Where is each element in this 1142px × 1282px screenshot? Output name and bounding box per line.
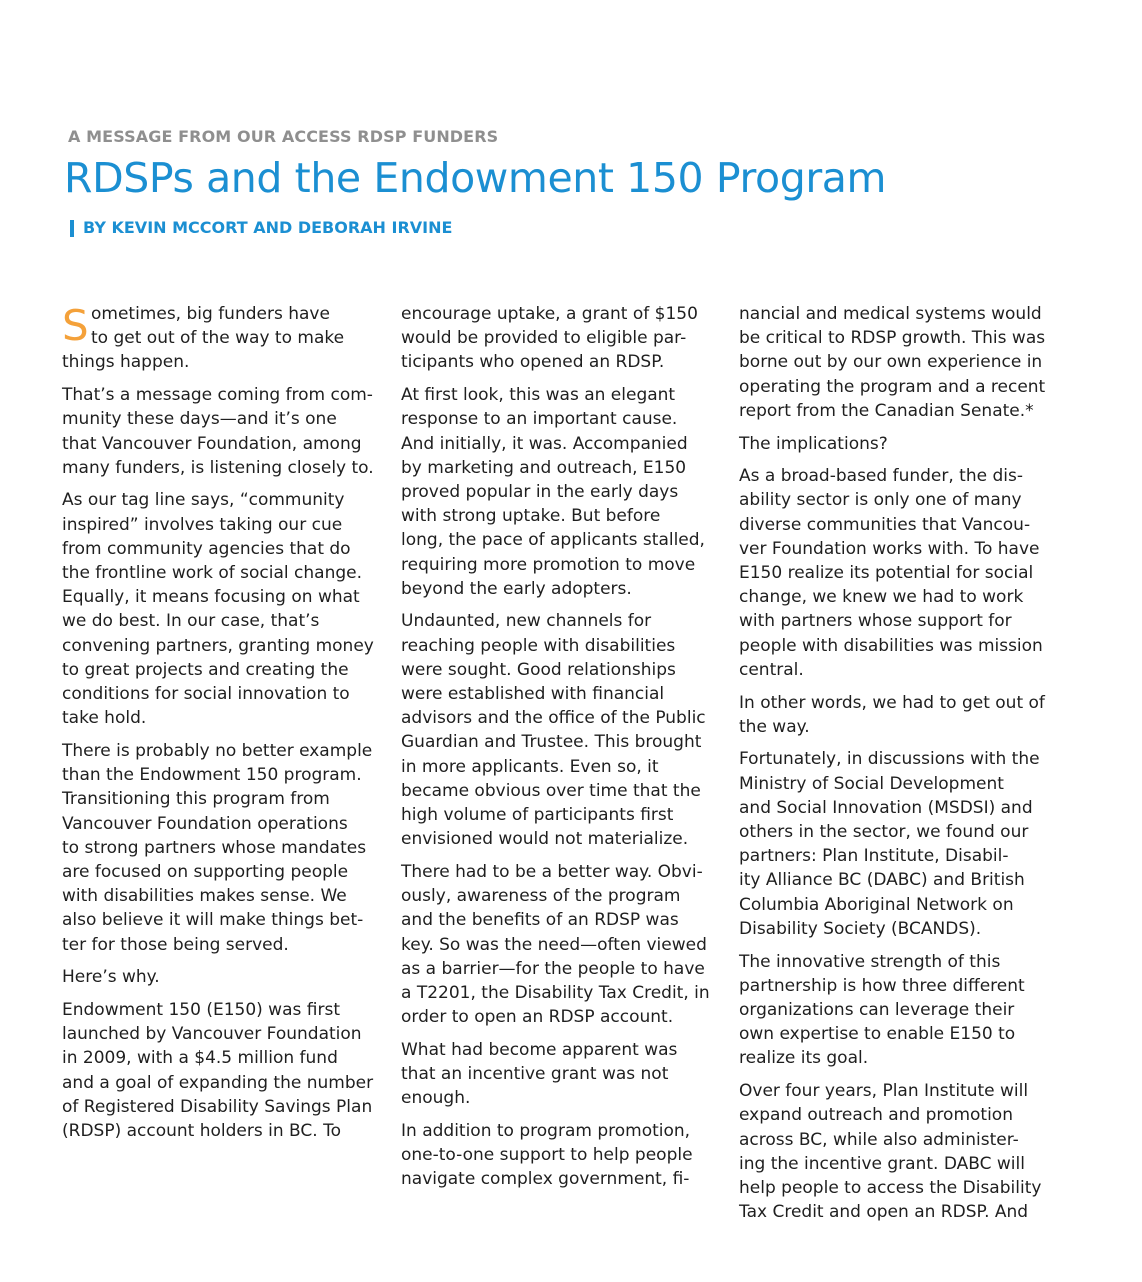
text-line: people with disabilities was mission <box>739 635 1043 656</box>
text-line: Disability Society (BCANDS). <box>739 918 982 939</box>
text-line: help people to access the Disability <box>739 1177 1042 1198</box>
text-line: launched by Vancouver Foundation <box>62 1024 362 1045</box>
text-line: of Registered Disability Savings Plan <box>62 1096 373 1117</box>
text-line: The implications? <box>739 433 888 454</box>
text-line: In addition to program promotion, <box>401 1121 691 1141</box>
text-line: report from the Canadian Senate.* <box>739 400 1034 421</box>
text-line: that Vancouver Foundation, among <box>62 433 362 454</box>
byline-accent-bar <box>70 220 74 237</box>
text-line: Tax Credit and open an RDSP. And <box>739 1202 1029 1223</box>
text-line: and Social Innovation (MSDSI) and <box>739 797 1033 818</box>
text-line: Endowment 150 (E150) was first <box>62 999 340 1020</box>
article-column-2 <box>401 302 711 1200</box>
text-line: As our tag line says, “community <box>62 490 345 511</box>
text-line: order to open an RDSP account. <box>401 1007 674 1028</box>
paragraph <box>739 432 1059 456</box>
drop-cap: S <box>62 301 89 350</box>
text-line: Ministry of Social Development <box>739 773 1004 794</box>
text-line: a T2201, the Disability Tax Credit, in <box>401 982 710 1003</box>
text-line: As a broad-based funder, the dis- <box>739 466 1023 487</box>
text-line: And initially, it was. Accompanied <box>401 433 688 454</box>
text-line: in 2009, with a $4.5 million fund <box>62 1048 338 1069</box>
paragraph <box>739 1079 1059 1224</box>
text-line: There had to be a better way. Obvi- <box>401 861 703 882</box>
text-line: What had become apparent was <box>401 1039 678 1060</box>
text-line: many funders, is listening closely to. <box>62 457 374 478</box>
text-line: from community agencies that do <box>62 538 351 559</box>
text-line: operating the program and a recent <box>739 376 1046 397</box>
text-line: Vancouver Foundation operations <box>62 813 348 834</box>
text-line: inspired” involves taking our cue <box>62 514 343 535</box>
paragraph <box>401 302 711 375</box>
text-line: Equally, it means focusing on what <box>62 587 360 608</box>
text-line: with strong uptake. But before <box>401 506 661 527</box>
paragraph <box>62 383 372 480</box>
text-line: envisioned would not materialize. <box>401 829 689 850</box>
text-line: became obvious over time that the <box>401 780 701 801</box>
text-line: would be provided to eligible par- <box>401 328 687 349</box>
paragraph <box>62 488 372 730</box>
text-line: nancial and medical systems would <box>739 304 1042 324</box>
text-line: were established with financial <box>401 684 665 705</box>
text-line: munity these days—and it’s one <box>62 409 337 430</box>
text-line: requiring more promotion to move <box>401 554 696 575</box>
paragraph <box>401 860 711 1029</box>
text-line: things happen. <box>62 352 190 373</box>
text-line: be critical to RDSP growth. This was <box>739 328 1046 349</box>
text-line: navigate complex government, fi- <box>401 1169 690 1190</box>
text-line: organizations can leverage their <box>739 999 1015 1020</box>
text-line: Here’s why. <box>62 967 160 988</box>
text-line: ometimes, big funders have <box>91 304 330 324</box>
paragraph <box>739 691 1059 739</box>
text-line: conditions for social innovation to <box>62 684 350 705</box>
text-line: we do best. In our case, that’s <box>62 611 320 632</box>
text-line: that an incentive grant was not <box>401 1064 669 1085</box>
text-line: long, the pace of applicants stalled, <box>401 530 705 551</box>
text-line: At first look, this was an elegant <box>401 385 676 406</box>
text-line: advisors and the office of the Public <box>401 708 706 729</box>
text-line: expand outreach and promotion <box>739 1105 1013 1126</box>
text-line: partnership is how three different <box>739 975 1025 996</box>
text-line: also believe it will make things bet- <box>62 910 364 931</box>
text-line: Undaunted, new channels for <box>401 611 652 632</box>
text-line: encourage uptake, a grant of $150 <box>401 304 698 324</box>
text-line: There is probably no better example <box>62 740 373 761</box>
paragraph <box>739 950 1059 1071</box>
paragraph <box>401 1038 711 1111</box>
text-line: and a goal of expanding the number <box>62 1072 374 1093</box>
paragraph <box>401 1119 711 1192</box>
paragraph <box>401 609 711 851</box>
text-line: in more applicants. Even so, it <box>401 756 659 777</box>
text-line: take hold. <box>62 708 147 729</box>
text-line: high volume of participants first <box>401 805 674 826</box>
paragraph <box>739 747 1059 941</box>
text-line: E150 realize its potential for social <box>739 563 1034 584</box>
text-line: diverse communities that Vancou- <box>739 514 1031 535</box>
article-title: RDSPs and the Endowment 150 Program <box>64 154 887 202</box>
text-line: Guardian and Trustee. This brought <box>401 732 702 753</box>
text-line: are focused on supporting people <box>62 861 349 882</box>
text-line: one-to-one support to help people <box>401 1145 693 1166</box>
text-line: own expertise to enable E150 to <box>739 1024 1016 1045</box>
paragraph <box>401 383 711 601</box>
text-line: key. So was the need—often viewed <box>401 934 707 955</box>
text-line: Over four years, Plan Institute will <box>739 1081 1029 1102</box>
text-line: and the benefits of an RDSP was <box>401 910 679 931</box>
text-line: the way. <box>739 716 810 737</box>
text-line: change, we knew we had to work <box>739 587 1024 608</box>
text-line: ticipants who opened an RDSP. <box>401 352 665 373</box>
paragraph <box>62 965 372 989</box>
text-line: (RDSP) account holders in BC. To <box>62 1121 341 1141</box>
paragraph <box>739 464 1059 682</box>
text-line: central. <box>739 659 804 680</box>
text-line: proved popular in the early days <box>401 481 679 502</box>
text-line: In other words, we had to get out of <box>739 692 1045 713</box>
paragraph <box>62 739 372 957</box>
text-line: across BC, while also administer- <box>739 1129 1019 1150</box>
text-line: by marketing and outreach, E150 <box>401 457 687 478</box>
text-line: to strong partners whose mandates <box>62 837 367 858</box>
text-line: partners: Plan Institute, Disabil- <box>739 846 1009 867</box>
text-line: Transitioning this program from <box>62 789 330 810</box>
text-line: convening partners, granting money <box>62 635 374 656</box>
text-line: as a barrier—for the people to have <box>401 958 705 979</box>
text-line: with disabilities makes sense. We <box>62 886 347 907</box>
text-line: were sought. Good relationships <box>401 659 676 680</box>
paragraph <box>62 302 372 375</box>
text-line: enough. <box>401 1088 471 1109</box>
article-column-1 <box>62 302 372 1152</box>
text-line: to great projects and creating the <box>62 659 349 680</box>
text-line: beyond the early adopters. <box>401 578 632 599</box>
section-kicker: A MESSAGE FROM OUR ACCESS RDSP FUNDERS <box>68 127 499 146</box>
text-line: response to an important cause. <box>401 409 678 430</box>
text-line: The innovative strength of this <box>739 951 1001 972</box>
text-line: others in the sector, we found our <box>739 822 1029 843</box>
text-line: That’s a message coming from com- <box>62 385 373 406</box>
article-byline: BY KEVIN MCCORT AND DEBORAH IRVINE <box>83 218 453 237</box>
text-line: to get out of the way to make <box>91 328 345 349</box>
text-line: reaching people with disabilities <box>401 635 676 656</box>
paragraph <box>62 998 372 1143</box>
article-column-3 <box>739 302 1059 1233</box>
text-line: than the Endowment 150 program. <box>62 765 362 786</box>
text-line: ter for those being served. <box>62 934 289 955</box>
paragraph <box>739 302 1059 423</box>
text-line: ously, awareness of the program <box>401 886 681 907</box>
text-line: with partners whose support for <box>739 611 1012 632</box>
text-line: borne out by our own experience in <box>739 352 1043 373</box>
text-line: realize its goal. <box>739 1048 869 1069</box>
text-line: Columbia Aboriginal Network on <box>739 894 1014 915</box>
text-line: Fortunately, in discussions with the <box>739 749 1040 770</box>
text-line: ability sector is only one of many <box>739 490 1022 511</box>
text-line: ver Foundation works with. To have <box>739 538 1040 559</box>
text-line: ing the incentive grant. DABC will <box>739 1153 1025 1174</box>
text-line: the frontline work of social change. <box>62 563 362 584</box>
text-line: ity Alliance BC (DABC) and British <box>739 870 1025 891</box>
